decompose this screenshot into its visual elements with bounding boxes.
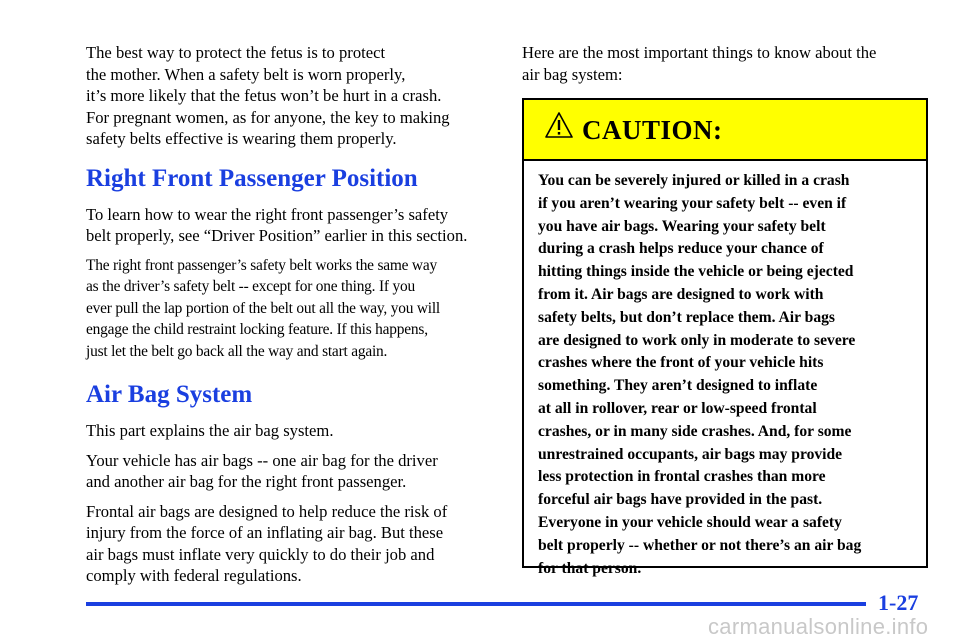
caution-title: CAUTION: [582, 115, 723, 145]
belt-locking-paragraph: The right front passenger’s safety belt works the same way as the driver’s safety belt -- except for one thing. If you ever pull the lap portion of the belt out all the way, you will engage the child restraint locking feature. If this happens, just let the belt go back all the way and start again. [86, 256, 440, 360]
air-bag-count-paragraph: Your vehicle has air bags -- one air bag for the driver and another air bag for the right front passenger. [86, 450, 438, 491]
frontal-air-bag-paragraph: Frontal air bags are designed to help reduce the risk of injury from the force of an inflating air bag. But these air bags must inflate very quickly to do their job and comply with federal regulations. [86, 501, 448, 585]
footer-rule [86, 602, 866, 606]
air-bag-intro-paragraph: This part explains the air bag system. [86, 421, 334, 440]
caution-text: You can be severely injured or killed in a crash if you aren’t wearing your safety belt -- even if you have air bags. Wearing your safety belt during a crash helps reduce your chance of hitting things inside the vehicle or being ejected from it. Air bags are designed to work with safety belts, but don’t replace them. Air bags are designed to work only in moderate to severe crashes where the front of your vehicle hits something. They aren’t designed to inflate at all in rollover, rear or low-speed frontal crashes, or in many side crashes. And, for some unrestrained occupants, air bags may provide less protection in frontal crashes than more forceful air bags have provided in the past. Everyone in your vehicle should wear a safety belt properly -- whether or not there’s an air bag for that person. [538, 172, 862, 577]
caution-header [524, 100, 926, 161]
passenger-belt-paragraph: To learn how to wear the right front passenger’s safety belt properly, see “Driver Position” earlier in this section. [86, 204, 468, 245]
caution-box [522, 98, 928, 577]
watermark: carmanualsonline.info [708, 614, 929, 639]
heading-air-bag-system: Air Bag System [86, 381, 253, 408]
page-number: 1-27 [878, 590, 919, 615]
intro-paragraph: The best way to protect the fetus is to protect the mother. When a safety belt is worn properly, it’s more likely that the fetus won’t be hurt in a crash. For pregnant women, as for anyone, the key to making safety belts effective is wearing them properly. [86, 43, 450, 148]
right-column [522, 42, 930, 85]
heading-right-front-passenger: Right Front Passenger Position [86, 164, 418, 192]
warning-triangle-icon [544, 111, 574, 139]
left-column [86, 42, 496, 587]
air-bag-facts-intro: Here are the most important things to know about the air bag system: [522, 43, 877, 84]
